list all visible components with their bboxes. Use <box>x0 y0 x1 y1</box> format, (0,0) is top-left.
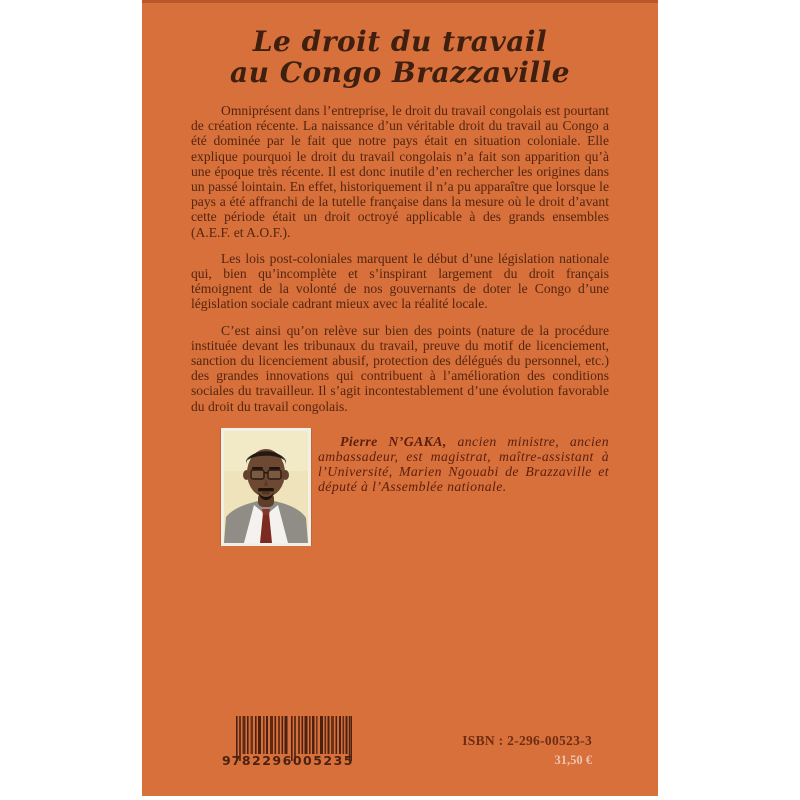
author-name: Pierre N’GAKA, <box>340 433 447 449</box>
book-title-line1: Le droit du travail <box>252 25 548 58</box>
barcode-group2: 005235 <box>292 753 354 768</box>
isbn-price-block <box>462 733 592 768</box>
price-text: 31,50 € <box>554 753 592 767</box>
synopsis-paragraph-1: Omniprésent dans l’entreprise, le droit du travail congolais est pourtant de création récente. La naissance d’un véritable droit du travail au Congo a été dominée par le fait que notre pays était en situation coloniale. Elle explique pourquoi le droit du travail congolais n’a fait son apparition qu’à une époque très récente. Il est donc inutile d’en rechercher les origines dans un passé lointain. En effet, historiquement il n’a pu apparaître que lorsque le pays a été affranchi de la tutelle française dans la mesure où le droit d’avant cette période était un droit octroyé applicable à des grands ensembles (A.E.F. et A.O.F.). <box>191 103 609 240</box>
synopsis-paragraph-2: Les lois post-coloniales marquent le début d’une législation nationale qui, bien qu’incomplète et s’inspirant largement du droit français témoignent de la volonté de nos gouvernants de doter le Congo d’une législation sociale cadrant mieux avec la réalité locale. <box>191 250 609 312</box>
synopsis-paragraph-3: C’est ainsi qu’on relève sur bien des points (nature de la procédure instituée devant les tribunaux du travail, preuve du motif de licenciement, sanction du licenciement abusif, protection des délégués du personnel, etc.) des grandes innovations qui contribuent à l’amélioration des conditions sociales du travailleur. Il s’agit incontestablement d’une évolution favorable du droit du travail congolais. <box>191 322 609 414</box>
synopsis-text <box>191 103 609 414</box>
barcode-digit-left: 9 <box>222 753 231 768</box>
barcode-group1: 782296 <box>231 753 293 768</box>
book-title <box>142 26 658 88</box>
book-title-line2: au Congo Brazzaville <box>229 56 571 89</box>
author-section <box>191 428 609 546</box>
isbn-text: ISBN : 2-296-00523-3 <box>462 733 592 748</box>
book-back-cover <box>142 0 658 796</box>
author-photo <box>221 428 311 546</box>
barcode-number <box>222 753 354 768</box>
author-bio-text: ancien ministre, ancien ambassadeur, est magistrat, maître-assistant à l’Université, Marien Ngouabi de Brazzaville et député à l’Assemblée nationale. <box>318 433 609 495</box>
ean-barcode <box>222 716 354 768</box>
